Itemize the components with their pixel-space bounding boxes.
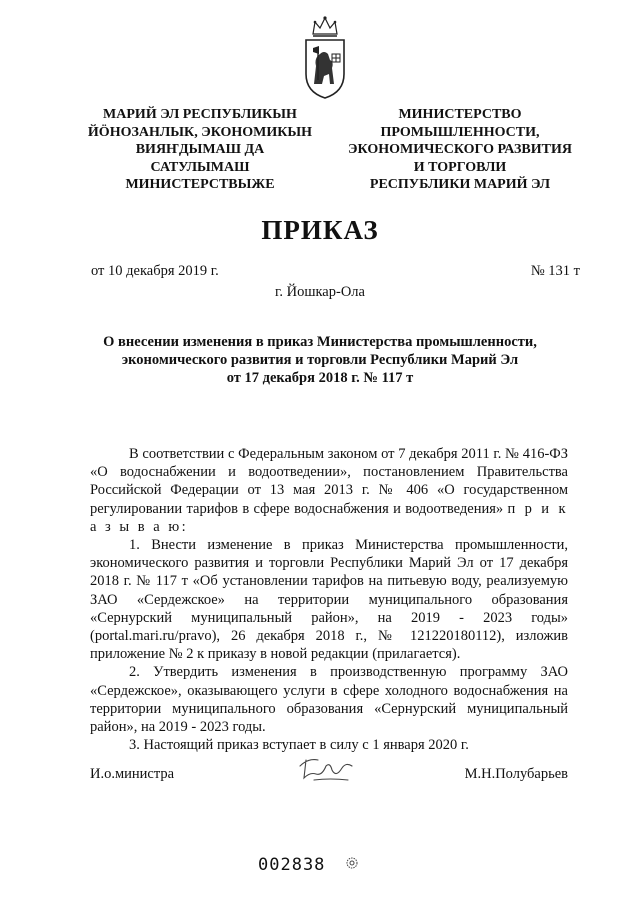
subject-line: экономического развития и торговли Республики Марий Эл <box>121 352 519 368</box>
header-left-line: ВИЯҤДЫМАШ ДА <box>135 142 265 158</box>
body-item-1: 1. Внести изменение в приказ Министерства промышленности, экономического развития и торговли Республики Марий Эл от 17 декабря 2018 г. № 117 т «Об установлении тарифов на питьевую воду, реализуемую ЗАО «Сердежское» на территории муниципального образования «Сернурский муниципальный район», на 2019 - 2023 годы» (portal.mari.ru/pravo), 26 декабря 2018 г., № 121220180112), изложив приложение № 2 к приказу в новой редакции (прилагается). <box>90 537 568 663</box>
body-intro-text: В соответствии с Федеральным законом от 7 декабря 2011 г. № 416-ФЗ «О водоснабжении и водоотведении», постановлением Правительства Российской Федерации от 13 мая 2013 г. № 406 «О государственном регулировании тарифов в сфере водоснабжения и водоотведения» <box>90 446 568 517</box>
header-left-line: МАРИЙ ЭЛ РЕСПУБЛИКЫН <box>103 107 297 122</box>
subject-line: О внесении изменения в приказ Министерства промышленности, <box>103 334 537 350</box>
document-body <box>90 445 568 754</box>
header-left-line: МИНИСТЕРСТВЫЖЕ <box>125 177 275 193</box>
document-number: № 131 т <box>530 263 580 279</box>
document-type-title: ПРИКАЗ <box>261 215 379 245</box>
coat-of-arms-emblem <box>300 14 350 100</box>
header-right-line: МИНИСТЕРСТВО <box>398 107 522 122</box>
handwritten-signature <box>296 752 356 786</box>
signatory-name: М.Н.Полубарьев <box>464 766 568 782</box>
order-word: п р и к а з ы в а ю: <box>90 500 568 535</box>
header-right-line: ЭКОНОМИЧЕСКОГО РАЗВИТИЯ <box>348 142 572 158</box>
ornament-icon <box>345 856 359 870</box>
document-subject <box>80 333 560 387</box>
header-left-mari <box>78 106 322 194</box>
subject-line: от 17 декабря 2018 г. № 117 т <box>226 370 414 386</box>
body-intro <box>90 445 568 536</box>
document-city: г. Йошкар-Ола <box>275 284 365 300</box>
header-left-line: САТУЛЫМАШ <box>150 159 250 175</box>
form-serial-number: 002838 <box>258 855 326 875</box>
body-item-3: 3. Настоящий приказ вступает в силу с 1 января 2020 г. <box>129 737 469 754</box>
header-right-line: И ТОРГОВЛИ <box>413 159 507 175</box>
header-right-russian <box>340 106 580 194</box>
signatory-role: И.о.министра <box>90 766 175 782</box>
body-item-2: 2. Утвердить изменения в производственную программу ЗАО «Сердежское», оказывающего услуги в сфере холодного водоснабжения на территории муниципального образования «Сернурский муниципальный район», на 2019 - 2023 годы. <box>90 664 568 736</box>
header-right-line: ПРОМЫШЛЕННОСТИ, <box>380 124 540 140</box>
header-right-line: РЕСПУБЛИКИ МАРИЙ ЭЛ <box>369 177 551 193</box>
header-left-line: ЙӦНОЗАНЛЫК, ЭКОНОМИКЫН <box>87 124 313 140</box>
document-date: от 10 декабря 2019 г. <box>91 263 219 279</box>
